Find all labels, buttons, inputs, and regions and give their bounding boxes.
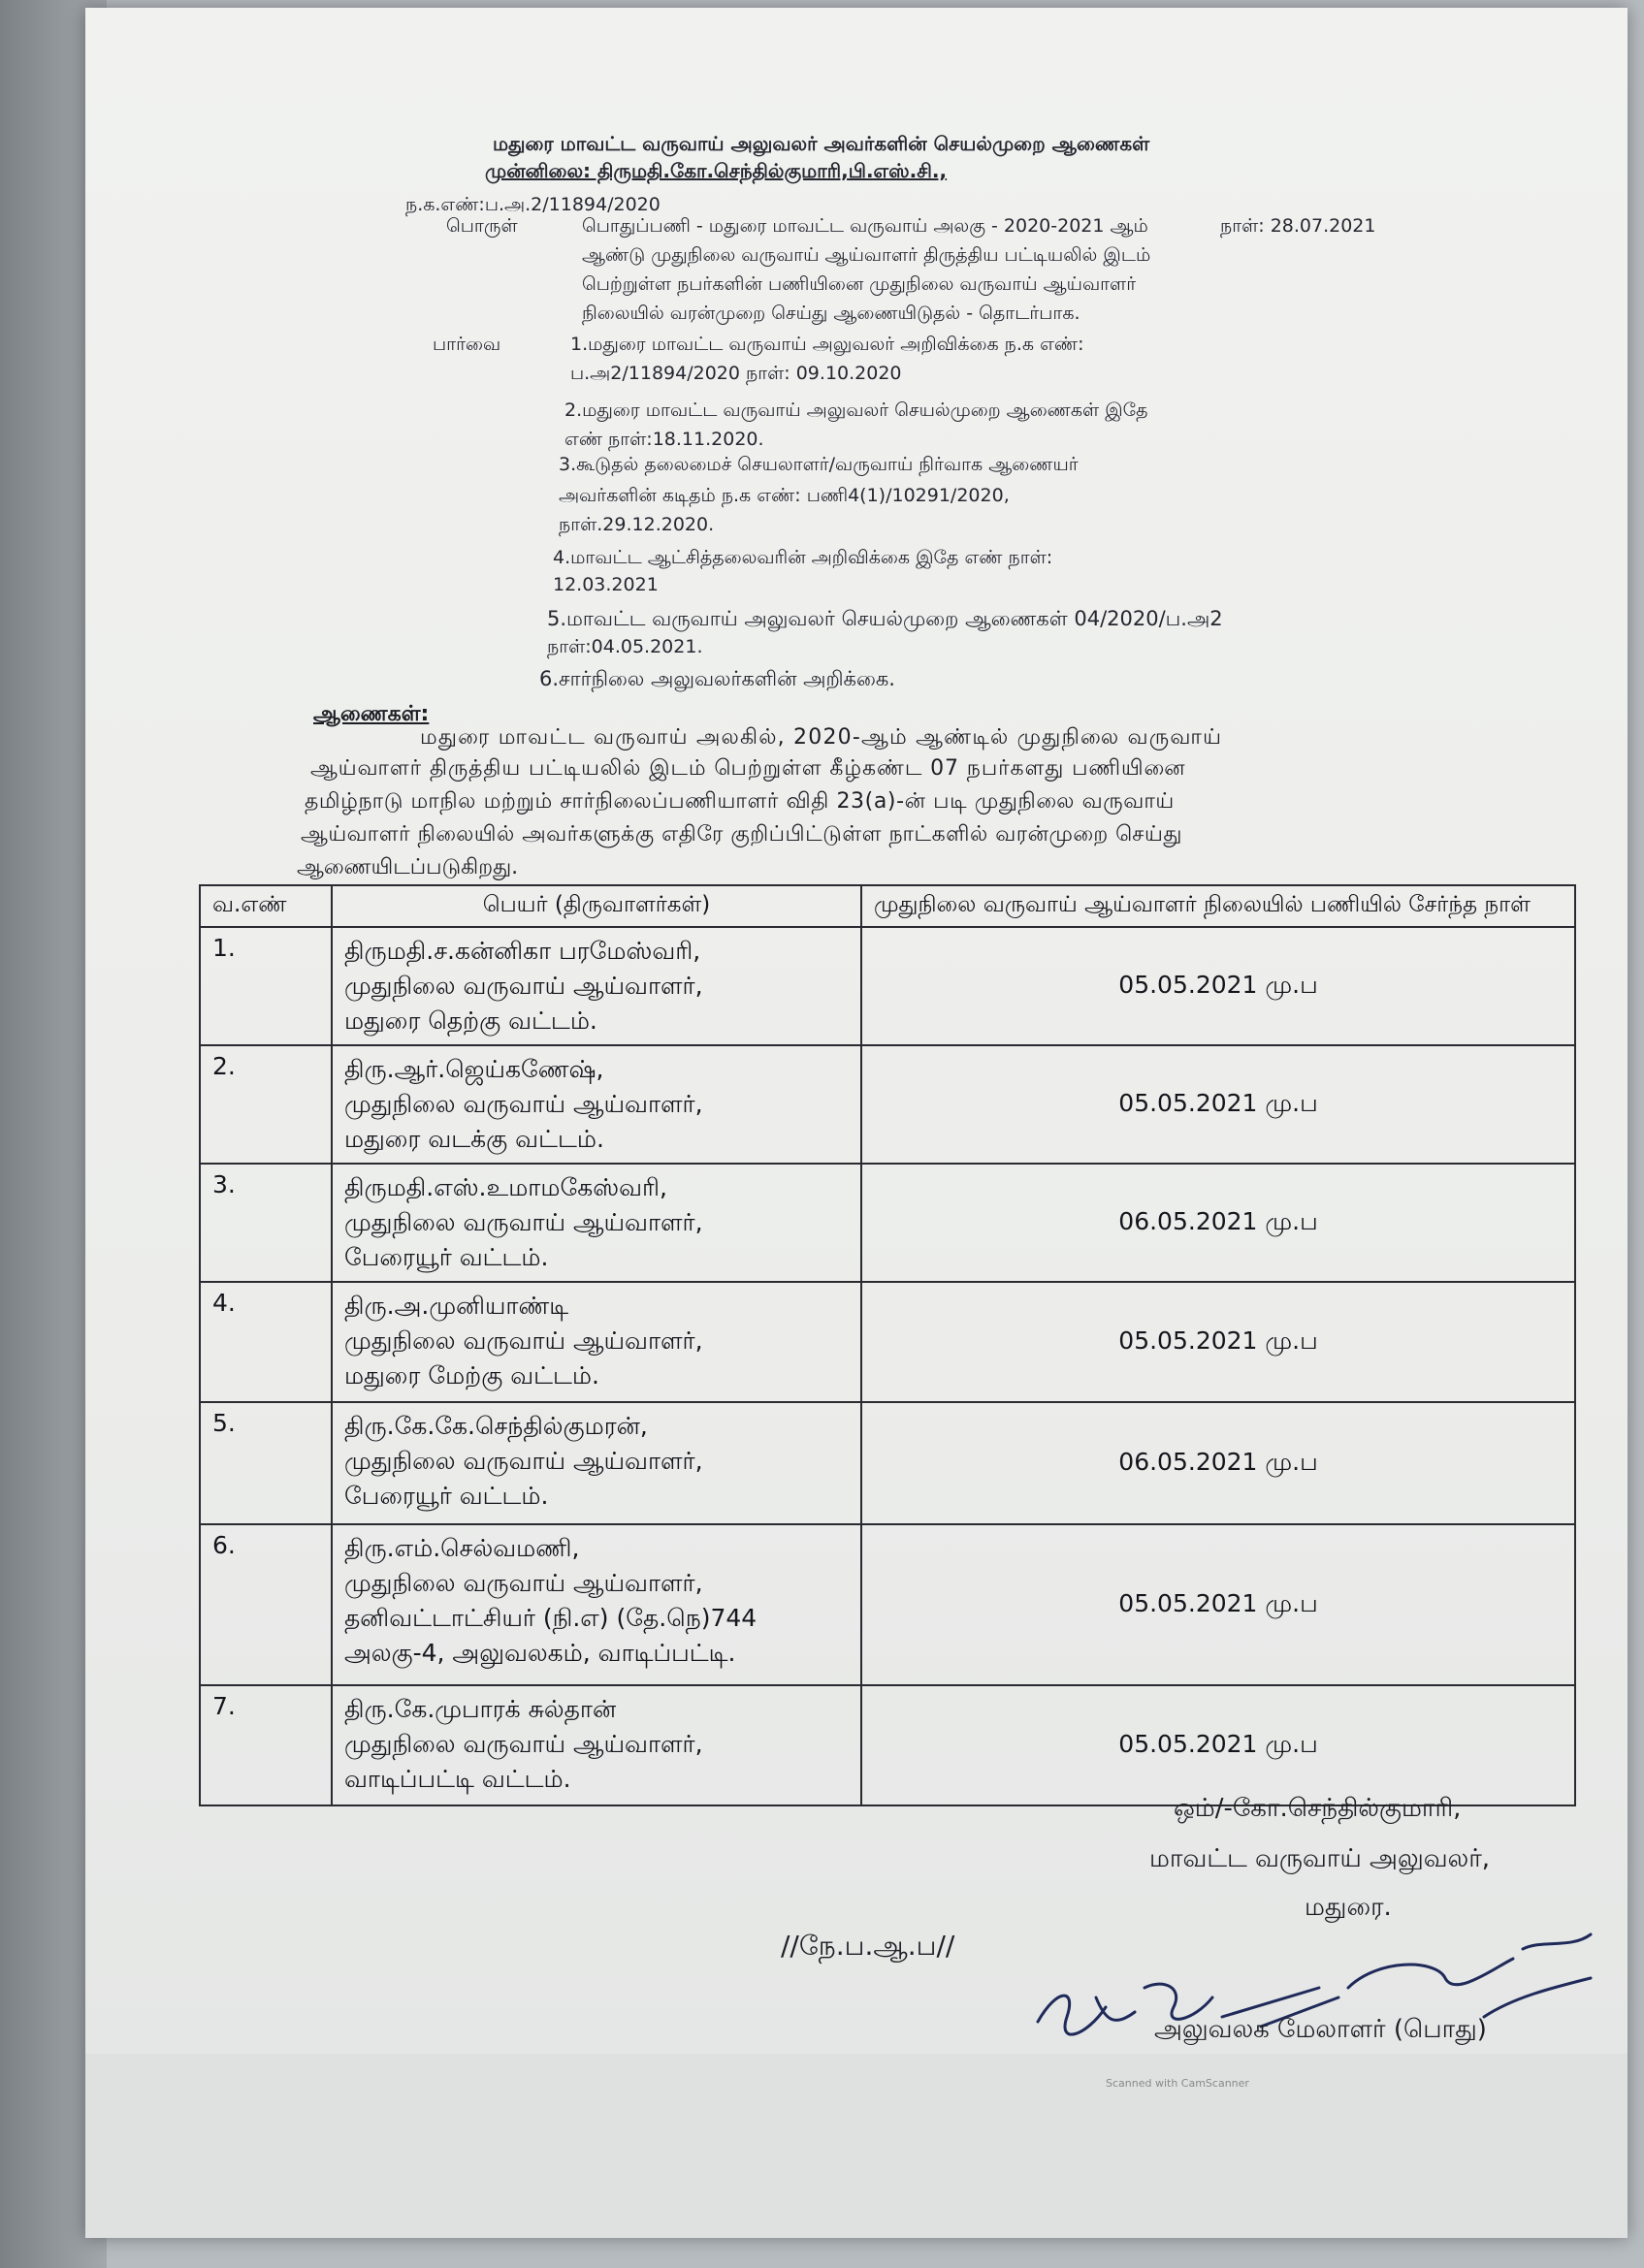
reference-item: ப.அ2/11894/2020 நாள்: 09.10.2020 (570, 363, 902, 384)
office-line: பேரையூர் வட்டம். (344, 1482, 549, 1510)
subject-line: பொதுப்பணி - மதுரை மாவட்ட வருவாய் அலகு - 2020-2021 ஆம் (582, 215, 1148, 237)
name-cell (332, 1402, 861, 1524)
document-date: நாள்: 28.07.2021 (1220, 215, 1376, 237)
serial-cell: 1. (200, 927, 332, 1045)
page-fold (85, 2054, 1628, 2238)
name-line: திருமதி.ச.கன்னிகா பரமேஸ்வரி, (344, 937, 701, 965)
office-line: தனிவட்டாட்சியர் (நி.எ) (தே.நெ)744 (344, 1604, 758, 1632)
designation-line: முதுநிலை வருவாய் ஆய்வாளர், (344, 1447, 703, 1475)
table-row (200, 1685, 1575, 1805)
orders-line: ஆய்வாளர் நிலையில் அவர்களுக்கு எதிரே குறிப்பிட்டுள்ள நாட்களில் வரன்முறை செய்து (301, 822, 1182, 847)
table-row (200, 1045, 1575, 1164)
reference-item: 5.மாவட்ட வருவாய் அலுவலர் செயல்முறை ஆணைகள் 04/2020/ப.அ2 (547, 607, 1223, 630)
office-line: மதுரை தெற்கு வட்டம். (344, 1006, 597, 1035)
table-row (200, 927, 1575, 1045)
name-cell (332, 1685, 861, 1805)
designation-line: முதுநிலை வருவாய் ஆய்வாளர், (344, 1208, 703, 1236)
joining-date-cell: 05.05.2021 மு.ப (861, 1045, 1575, 1164)
orders-heading: ஆணைகள்: (313, 702, 430, 726)
reference-item: 12.03.2021 (553, 574, 659, 595)
scanner-watermark: Scanned with CamScanner (1106, 2077, 1249, 2090)
name-cell (332, 1164, 861, 1282)
office-line: பேரையூர் வட்டம். (344, 1243, 549, 1271)
office-manager: அலுவலக மேலாளர் (பொது) (1154, 2015, 1487, 2044)
designation-line: முதுநிலை வருவாய் ஆய்வாளர், (344, 1569, 703, 1597)
designation-line: முதுநிலை வருவாய் ஆய்வாளர், (344, 1326, 703, 1355)
table-row (200, 1282, 1575, 1402)
reference-item: அவர்களின் கடிதம் ந.க எண்: பணி4(1)/10291/2020, (559, 485, 1010, 506)
serial-cell: 4. (200, 1282, 332, 1402)
name-cell (332, 1524, 861, 1685)
office-line: மதுரை மேற்கு வட்டம். (344, 1361, 600, 1390)
serial-cell: 3. (200, 1164, 332, 1282)
signed-by: ஒம்/-கோ.செந்தில்குமாரி, (1174, 1794, 1462, 1823)
table-row (200, 1402, 1575, 1524)
reference-item: 2.மதுரை மாவட்ட வருவாய் அலுவலர் செயல்முறை ஆணைகள் இதே (564, 399, 1148, 421)
orders-line: ஆய்வாளர் திருத்திய பட்டியலில் இடம் பெற்றுள்ள கீழ்கண்ட 07 நபர்களது பணியினை (310, 756, 1186, 781)
orders-line: மதுரை மாவட்ட வருவாய் அலகில், 2020-ஆம் ஆண்டில் முதுநிலை வருவாய் (420, 725, 1223, 750)
true-copy-mark: //நே.ப.ஆ.ப// (781, 1930, 955, 1962)
reference-label: பார்வை (433, 334, 501, 355)
subject-line: நிலையில் வரன்முறை செய்து ஆணையிடுதல் - தொடர்பாக. (582, 303, 1080, 324)
serial-cell: 7. (200, 1685, 332, 1805)
joining-date-cell: 06.05.2021 மு.ப (861, 1164, 1575, 1282)
name-line: திரு.கே.கே.செந்தில்குமரன், (344, 1412, 648, 1440)
reference-item: 4.மாவட்ட ஆட்சித்தலைவரின் அறிவிக்கை இதே எண் நாள்: (553, 547, 1053, 568)
reference-item: நாள்:04.05.2021. (547, 636, 703, 657)
appointments-table (199, 884, 1576, 1806)
office-line: அலகு-4, அலுவலகம், வாடிப்பட்டி. (344, 1639, 736, 1667)
joining-date-cell: 05.05.2021 மு.ப (861, 1524, 1575, 1685)
designation-line: முதுநிலை வருவாய் ஆய்வாளர், (344, 1730, 703, 1758)
column-header-name: பெயர் (திருவாளர்கள்) (332, 885, 861, 927)
reference-item: 1.மதுரை மாவட்ட வருவாய் அலுவலர் அறிவிக்கை ந.க எண்: (570, 334, 1084, 355)
name-cell (332, 1282, 861, 1402)
reference-item: எண் நாள்:18.11.2020. (564, 429, 764, 450)
subject-label: பொருள் (446, 215, 518, 237)
table-row (200, 1164, 1575, 1282)
signatory-designation: மாவட்ட வருவாய் அலுவலர், (1149, 1844, 1491, 1873)
joining-date-cell: 05.05.2021 மு.ப (861, 1282, 1575, 1402)
presence-line: முன்னிலை: திருமதி.கோ.செந்தில்குமாரி,பி.எஸ்.சி., (485, 159, 948, 182)
subject-line: பெற்றுள்ள நபர்களின் பணியினை முதுநிலை வருவாய் ஆய்வாளர் (582, 273, 1137, 295)
table-header-row (200, 885, 1575, 927)
designation-line: முதுநிலை வருவாய் ஆய்வாளர், (344, 972, 703, 1000)
name-cell (332, 1045, 861, 1164)
orders-line: ஆணையிடப்படுகிறது. (297, 855, 519, 879)
office-line: மதுரை வடக்கு வட்டம். (344, 1125, 604, 1153)
document-title: மதுரை மாவட்ட வருவாய் அலுவலர் அவர்களின் செயல்முறை ஆணைகள் (493, 132, 1150, 155)
reference-number: ந.க.எண்:ப.அ.2/11894/2020 (405, 194, 661, 215)
name-line: திரு.ஆர்.ஜெய்கணேஷ், (344, 1055, 604, 1083)
reference-item: 3.கூடுதல் தலைமைச் செயலாளர்/வருவாய் நிர்வாக ஆணையர் (559, 454, 1079, 475)
reference-item: 6.சார்நிலை அலுவலர்களின் அறிக்கை. (539, 667, 895, 690)
name-line: திரு.எம்.செல்வமணி, (344, 1534, 580, 1562)
name-cell (332, 927, 861, 1045)
joining-date-cell: 06.05.2021 மு.ப (861, 1402, 1575, 1524)
column-header-serial: வ.எண் (200, 885, 332, 927)
joining-date-cell: 05.05.2021 மு.ப (861, 1685, 1575, 1805)
serial-cell: 6. (200, 1524, 332, 1685)
serial-cell: 5. (200, 1402, 332, 1524)
table-row (200, 1524, 1575, 1685)
column-header-date: முதுநிலை வருவாய் ஆய்வாளர் நிலையில் பணியில் சேர்ந்த நாள் (861, 885, 1575, 927)
serial-cell: 2. (200, 1045, 332, 1164)
joining-date-cell: 05.05.2021 மு.ப (861, 927, 1575, 1045)
reference-item: நாள்.29.12.2020. (559, 514, 715, 535)
name-line: திரு.அ.முனியாண்டி (344, 1292, 569, 1320)
name-line: திரு.கே.முபாரக் சுல்தான் (344, 1695, 617, 1723)
office-line: வாடிப்பட்டி வட்டம். (344, 1765, 571, 1793)
orders-line: தமிழ்நாடு மாநில மற்றும் சார்நிலைப்பணியாளர் விதி 23(a)-ன் படி முதுநிலை வருவாய் (305, 789, 1175, 814)
signatory-place: மதுரை. (1305, 1893, 1392, 1922)
subject-line: ஆண்டு முதுநிலை வருவாய் ஆய்வாளர் திருத்திய பட்டியலில் இடம் (582, 244, 1151, 266)
designation-line: முதுநிலை வருவாய் ஆய்வாளர், (344, 1090, 703, 1118)
name-line: திருமதி.எஸ்.உமாமகேஸ்வரி, (344, 1173, 667, 1201)
